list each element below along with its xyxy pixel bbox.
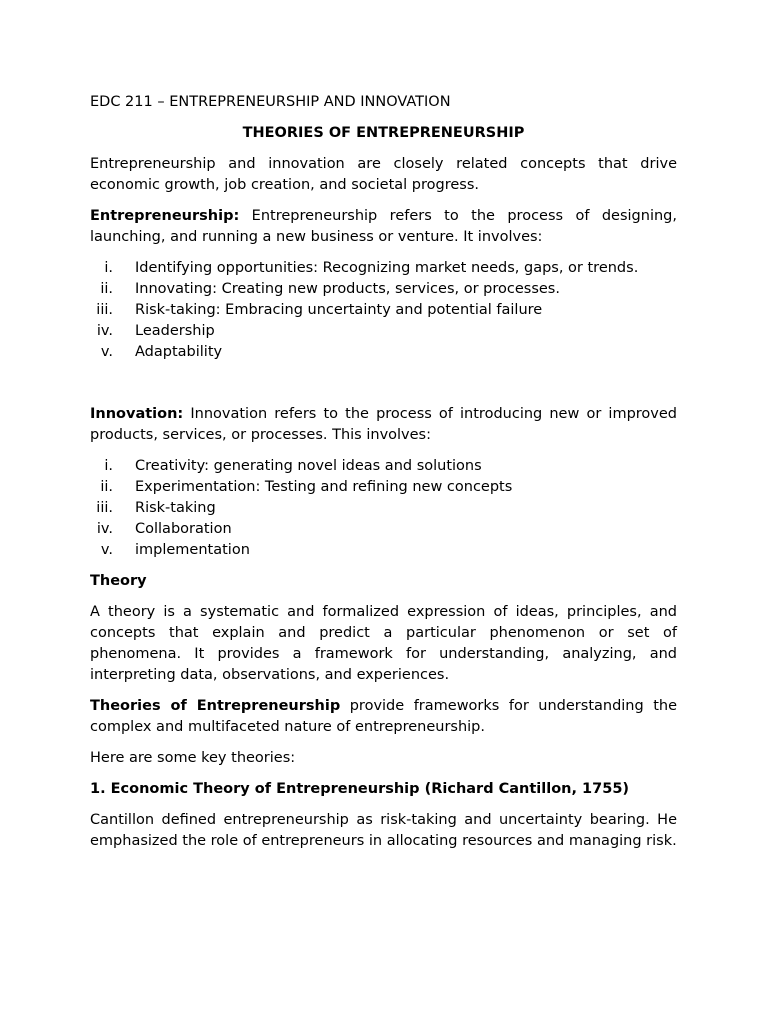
intro-paragraph: Entrepreneurship and innovation are closely related concepts that drive economic growth, job creation, and societal progress. [90, 156, 677, 193]
list-text: Experimentation: Testing and refining new concepts [135, 479, 513, 495]
list-number: iii. [96, 500, 113, 516]
innovation-paragraph [90, 404, 677, 446]
list-text: Creativity: generating novel ideas and solutions [135, 458, 482, 474]
theories-text: provide frameworks for understanding the complex and multifaceted nature of entrepreneurship. [90, 698, 678, 735]
list-text: Risk-taking [135, 500, 216, 516]
list-item [90, 300, 677, 321]
innovation-text: Innovation refers to the process of introducing new or improved products, services, or processes. This involves: [90, 406, 677, 443]
list-item [90, 540, 677, 561]
innovation-list [90, 456, 677, 561]
list-number: i. [104, 260, 113, 276]
list-item [90, 477, 677, 498]
economic-theory-heading: 1. Economic Theory of Entrepreneurship (Richard Cantillon, 1755) [90, 781, 630, 797]
list-number: iv. [96, 323, 113, 339]
list-number: i. [104, 458, 113, 474]
list-item [90, 279, 677, 300]
key-theories-intro: Here are some key theories: [90, 750, 296, 766]
list-item [90, 321, 677, 342]
document-page [90, 92, 677, 862]
list-number: v. [100, 344, 113, 360]
theories-label: Theories of Entrepreneurship [90, 698, 341, 714]
entrepreneurship-text: Entrepreneurship refers to the process of designing, launching, and running a new business or venture. It involves: [90, 208, 677, 245]
list-number: iii. [96, 302, 113, 318]
list-text: Identifying opportunities: Recognizing market needs, gaps, or trends. [135, 260, 639, 276]
list-number: ii. [100, 479, 113, 495]
list-item [90, 258, 677, 279]
list-number: ii. [100, 281, 113, 297]
list-number: v. [100, 542, 113, 558]
list-item [90, 342, 677, 363]
list-item [90, 519, 677, 540]
innovation-label: Innovation: [90, 406, 184, 422]
list-text: Collaboration [135, 521, 232, 537]
list-text: Leadership [135, 323, 215, 339]
entrepreneurship-paragraph [90, 206, 677, 248]
list-item [90, 456, 677, 477]
theories-paragraph [90, 696, 677, 738]
list-number: iv. [96, 521, 113, 537]
list-text: Adaptability [135, 344, 223, 360]
list-text: Risk-taking: Embracing uncertainty and potential failure [135, 302, 543, 318]
blank-line [90, 373, 677, 404]
theory-heading: Theory [90, 573, 147, 589]
theory-paragraph: A theory is a systematic and formalized expression of ideas, principles, and concepts that explain and predict a particular phenomenon or set of phenomena. It provides a framework for understanding, analyzing, and interpreting data, observations, and experiences. [90, 604, 677, 683]
list-text: implementation [135, 542, 250, 558]
economic-theory-paragraph: Cantillon defined entrepreneurship as risk-taking and uncertainty bearing. He emphasized the role of entrepreneurs in allocating resources and managing risk. [90, 812, 677, 849]
entrepreneurship-list [90, 258, 677, 363]
document-title: THEORIES OF ENTREPRENEURSHIP [242, 125, 525, 141]
entrepreneurship-label: Entrepreneurship: [90, 208, 240, 224]
list-text: Innovating: Creating new products, services, or processes. [135, 281, 560, 297]
course-title: EDC 211 – ENTREPRENEURSHIP AND INNOVATION [90, 94, 451, 110]
list-item [90, 498, 677, 519]
